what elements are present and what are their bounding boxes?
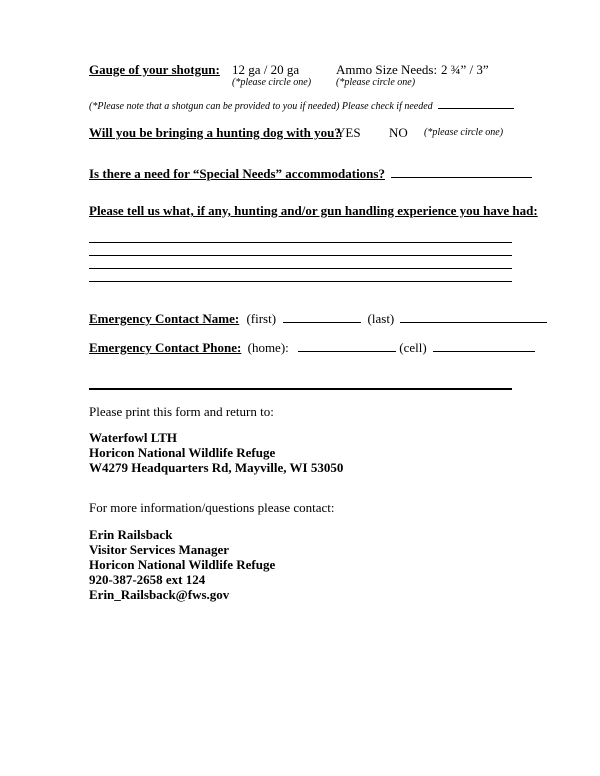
- emergency-first-field[interactable]: [283, 311, 361, 323]
- shotgun-note: [89, 97, 514, 112]
- emergency-name-label: Emergency Contact Name:: [89, 311, 240, 326]
- shotgun-needed-field[interactable]: [438, 97, 514, 109]
- special-needs-row: [89, 166, 532, 182]
- return-address-line-1: Waterfowl LTH: [89, 430, 177, 445]
- emergency-phone-label: Emergency Contact Phone:: [89, 340, 242, 355]
- gauge-note: (*please circle one): [232, 77, 312, 88]
- shotgun-note-text: (*Please note that a shotgun can be provided to you if needed) Please check if needed: [89, 101, 433, 112]
- contact-phone: 920-387-2658 ext 124: [89, 572, 206, 587]
- contact-block: [89, 527, 275, 602]
- dog-note: (*please circle one): [424, 127, 504, 138]
- contact-title: Visitor Services Manager: [89, 542, 230, 557]
- emergency-first-label: (first): [246, 311, 277, 326]
- dog-no-option[interactable]: NO: [389, 125, 408, 140]
- dog-yes-option[interactable]: YES: [336, 125, 361, 140]
- ammo-options[interactable]: 2 ¾” / 3”: [441, 62, 489, 77]
- emergency-last-field[interactable]: [400, 311, 547, 323]
- dog-question: Will you be bringing a hunting dog with you?: [89, 125, 341, 140]
- experience-line-2[interactable]: [89, 255, 512, 256]
- contact-name: Erin Railsback: [89, 527, 173, 542]
- emergency-cell-label: (cell): [399, 340, 427, 355]
- emergency-last-label: (last): [367, 311, 395, 326]
- contact-org: Horicon National Wildlife Refuge: [89, 557, 276, 572]
- contact-instructions: For more information/questions please contact:: [89, 500, 335, 515]
- special-needs-question: Is there a need for “Special Needs” accommodations?: [89, 166, 385, 181]
- ammo-note: (*please circle one): [336, 77, 416, 88]
- emergency-home-label: (home):: [247, 340, 289, 355]
- experience-question: Please tell us what, if any, hunting and/or gun handling experience you have had:: [89, 203, 538, 218]
- emergency-cell-field[interactable]: [433, 340, 535, 352]
- emergency-name-row: [89, 311, 547, 327]
- return-address-line-2: Horicon National Wildlife Refuge: [89, 445, 276, 460]
- emergency-home-field[interactable]: [298, 340, 396, 352]
- experience-line-3[interactable]: [89, 268, 512, 269]
- contact-email[interactable]: Erin_Railsback@fws.gov: [89, 587, 230, 602]
- emergency-phone-row: [89, 340, 535, 356]
- gauge-options[interactable]: 12 ga / 20 ga: [232, 62, 300, 77]
- ammo-label: Ammo Size Needs:: [336, 62, 438, 77]
- return-address-line-3: W4279 Headquarters Rd, Mayville, WI 53050: [89, 460, 344, 475]
- experience-line-1[interactable]: [89, 242, 512, 243]
- special-needs-field[interactable]: [391, 166, 532, 178]
- return-instructions: Please print this form and return to:: [89, 404, 274, 419]
- return-address: [89, 430, 343, 475]
- section-divider: [89, 388, 512, 390]
- experience-line-4[interactable]: [89, 281, 512, 282]
- gauge-label: Gauge of your shotgun:: [89, 62, 220, 77]
